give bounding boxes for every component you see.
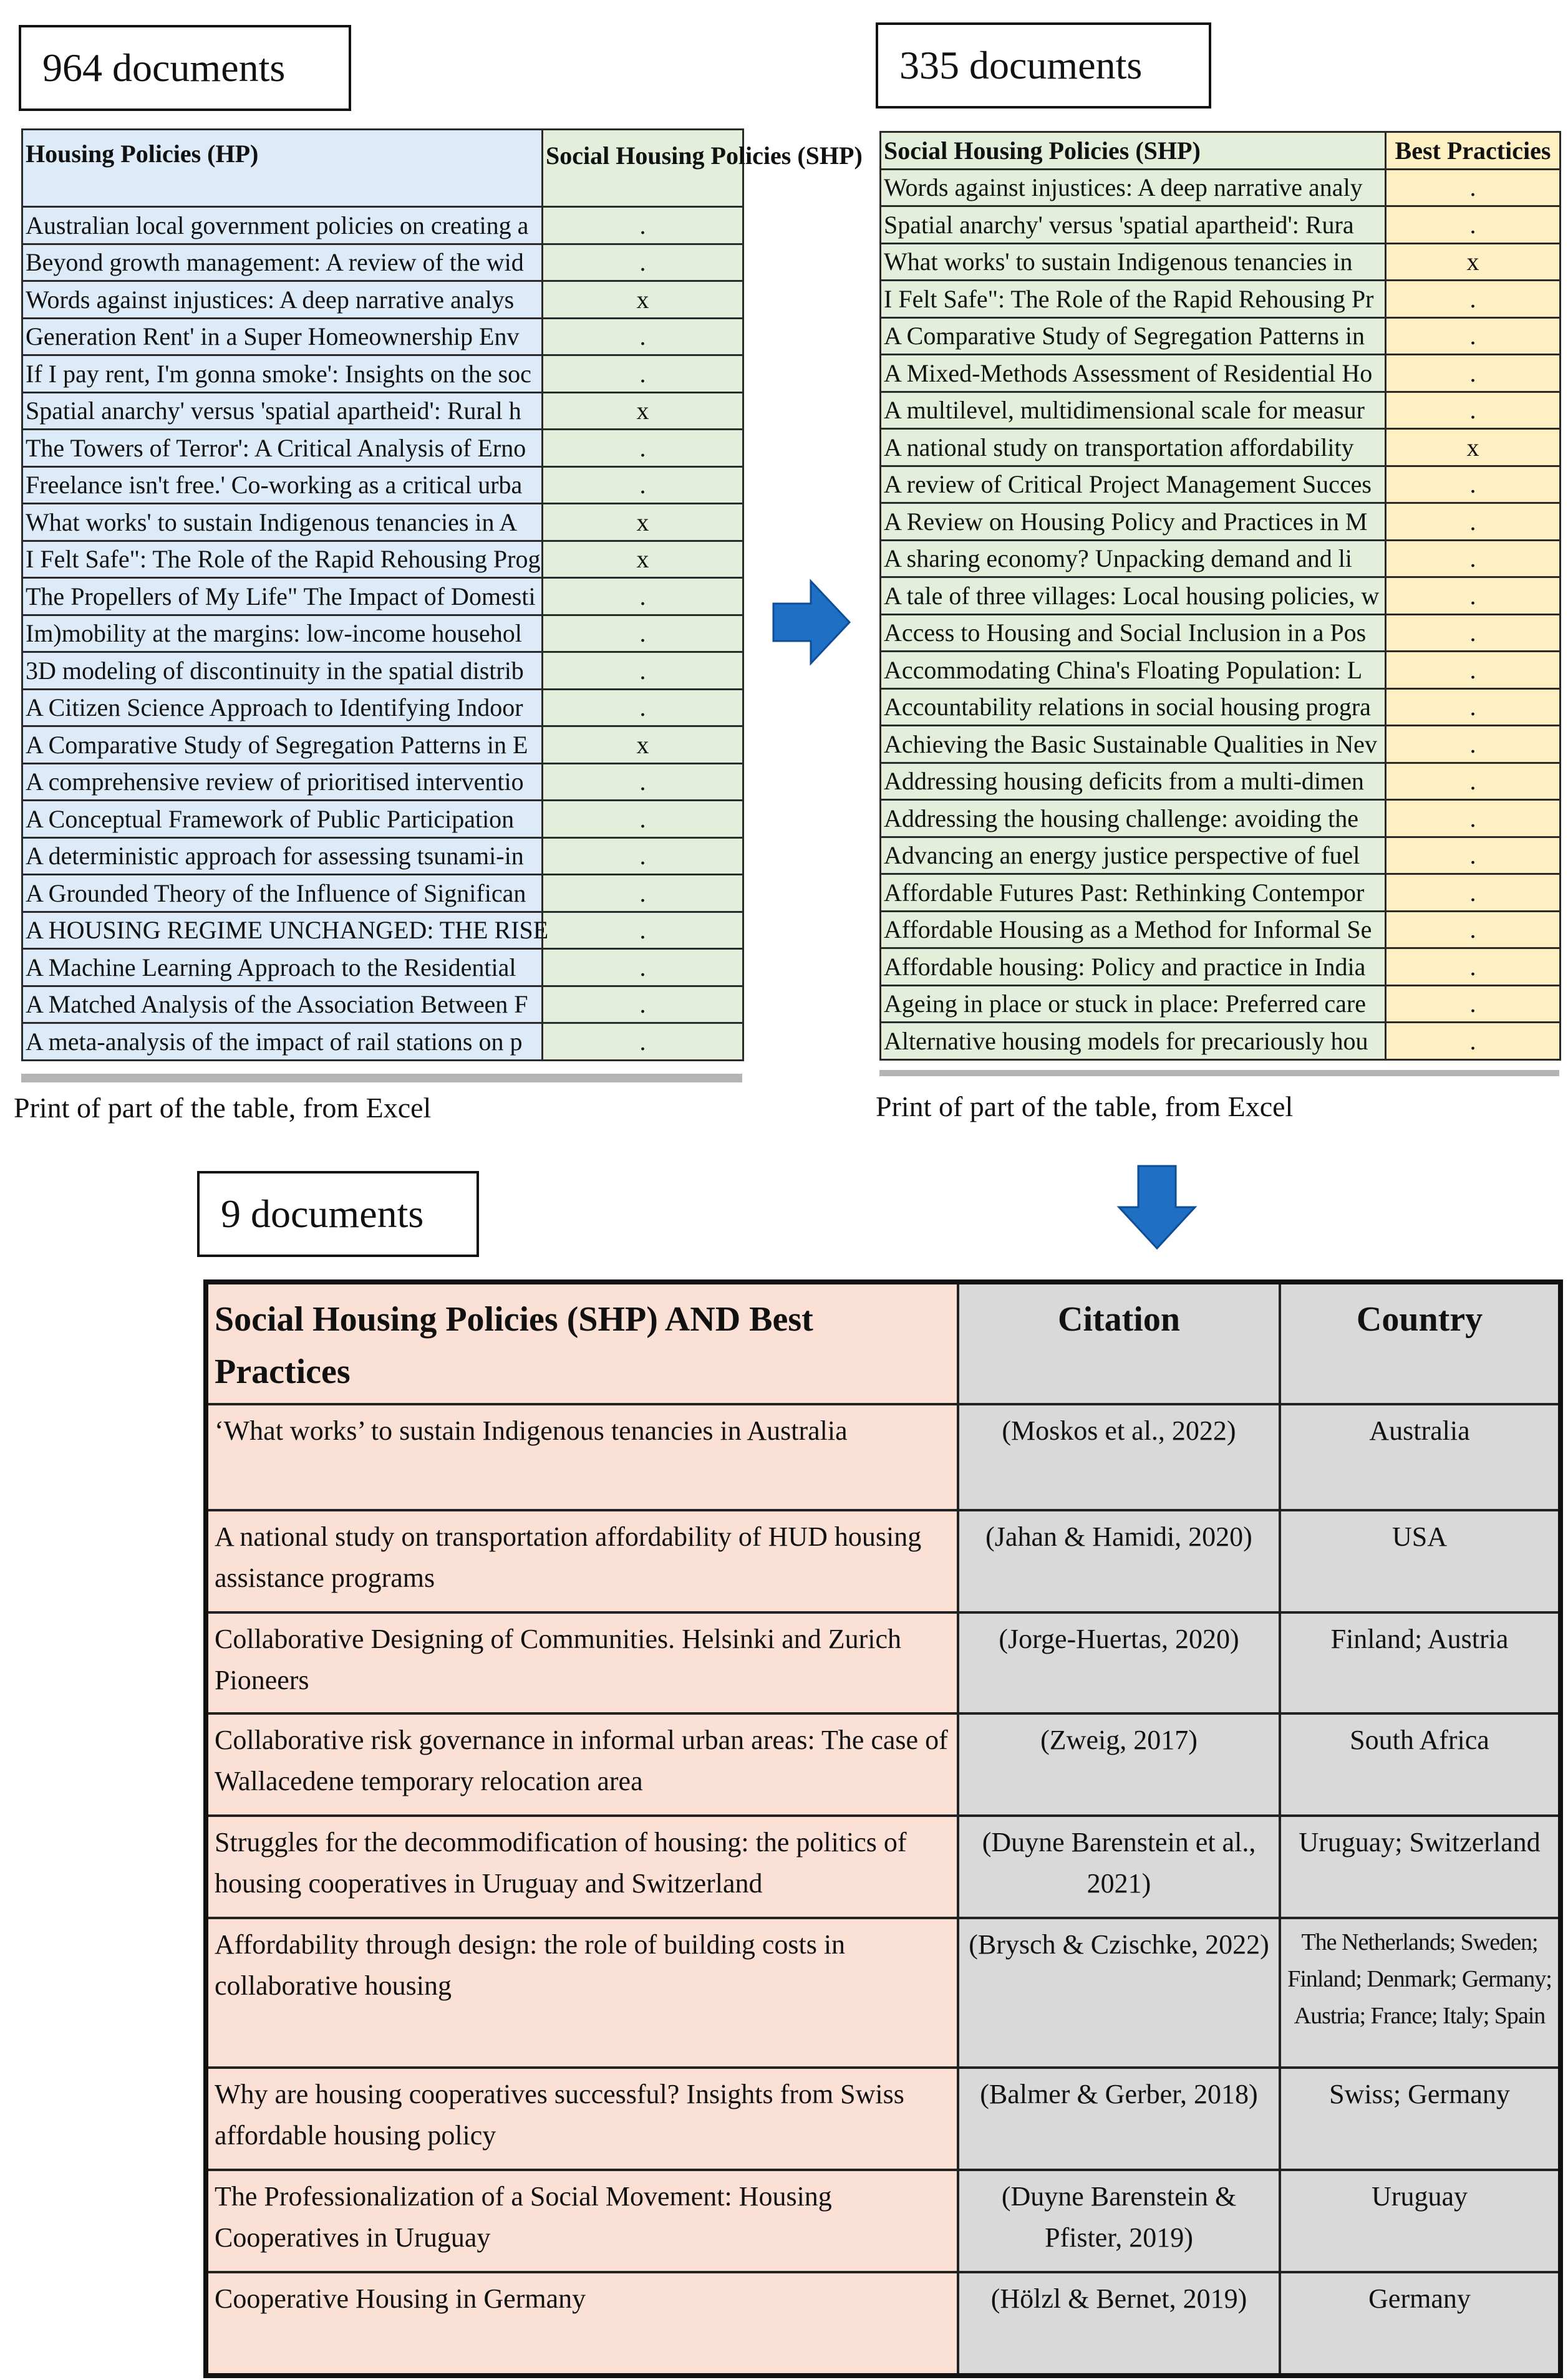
result-row-citation: (Brysch & Czischke, 2022) [958, 1918, 1280, 2068]
stage2-row-title: Addressing housing deficits from a multi-dimen [881, 763, 1386, 800]
stage1-row [22, 207, 743, 244]
result-row-title: Affordability through design: the role of building costs in collaborative housing [206, 1918, 958, 2068]
result-row-title: A national study on transportation affordability of HUD housing assistance programs [206, 1510, 958, 1612]
result-row-citation: (Duyne Barenstein et al., 2021) [958, 1816, 1280, 1918]
stage2-row [881, 652, 1561, 689]
stage1-row-title: Freelance isn't free.' Co-working as a critical urba [22, 466, 543, 504]
stage2-row [881, 206, 1561, 244]
stage1-row-mark: . [543, 244, 743, 281]
stage1-row-title: Australian local government policies on creating a [22, 207, 543, 244]
stage1-row-title: A Citizen Science Approach to Identifying Indoor [22, 689, 543, 726]
result-row-citation: (Jahan & Hamidi, 2020) [958, 1510, 1280, 1612]
stage1-row-title: If I pay rent, I'm gonna smoke': Insights on the soc [22, 355, 543, 393]
stage1-row [22, 318, 743, 355]
stage1-row-mark: . [543, 689, 743, 726]
stage1-row-mark: . [543, 355, 743, 393]
stage1-row [22, 466, 743, 504]
stage1-row-mark: . [543, 578, 743, 615]
stage2-row-mark: . [1386, 355, 1561, 392]
stage2-row-title: I Felt Safe": The Role of the Rapid Rehousing Pr [881, 281, 1386, 318]
stage1-row-mark: . [543, 652, 743, 690]
stage2-row [881, 355, 1561, 392]
stage2-row-mark: . [1386, 169, 1561, 206]
result-header-row [206, 1282, 1561, 1404]
result-row-title: The Professionalization of a Social Movement: Housing Cooperatives in Uruguay [206, 2170, 958, 2272]
stage1-row [22, 430, 743, 467]
stage2-row-mark: . [1386, 911, 1561, 948]
stage2-row-title: Addressing the housing challenge: avoiding the [881, 800, 1386, 837]
result-row [206, 1612, 1561, 1713]
stage1-row [22, 615, 743, 652]
stage1-row [22, 652, 743, 690]
stage2-row [881, 429, 1561, 466]
stage1-table-bottom-bar [21, 1074, 742, 1082]
stage1-table-body [22, 207, 743, 1061]
stage2-row [881, 1023, 1561, 1060]
arrow-down-icon [1116, 1164, 1198, 1251]
result-table [203, 1279, 1563, 2378]
stage2-table-body [881, 169, 1561, 1059]
stage1-row [22, 578, 743, 615]
stage2-row-title: A review of Critical Project Management Succes [881, 466, 1386, 503]
stage2-row-mark: . [1386, 540, 1561, 577]
result-row-country: Finland; Austria [1280, 1612, 1561, 1713]
stage1-row-mark: . [543, 615, 743, 652]
stage2-row-mark: . [1386, 652, 1561, 689]
stage1-row-mark: x [543, 392, 743, 430]
stage1-row-mark: . [543, 912, 743, 949]
stage1-row-mark: . [543, 430, 743, 467]
stage1-row-title: A Matched Analysis of the Association Between F [22, 986, 543, 1023]
result-row [206, 1713, 1561, 1816]
stage2-row [881, 392, 1561, 429]
stage2-row [881, 243, 1561, 281]
stage1-row [22, 726, 743, 764]
result-row-citation: (Hölzl & Bernet, 2019) [958, 2272, 1280, 2376]
stage1-row [22, 875, 743, 912]
stage1-row [22, 689, 743, 726]
stage2-row-mark: . [1386, 577, 1561, 615]
stage2-row [881, 466, 1561, 503]
stage1-count-label: 964 documents [19, 25, 351, 111]
stage1-row-mark: . [543, 837, 743, 875]
stage2-row-mark: . [1386, 726, 1561, 763]
stage2-header-title: Social Housing Policies (SHP) [881, 132, 1386, 170]
stage1-row [22, 763, 743, 801]
stage2-row-title: Affordable Futures Past: Rethinking Contempor [881, 874, 1386, 912]
result-header-citation: Citation [958, 1282, 1280, 1404]
stage1-row-title: What works' to sustain Indigenous tenancies in A [22, 504, 543, 541]
result-row [206, 1816, 1561, 1918]
stage2-row [881, 169, 1561, 206]
stage1-row-mark: . [543, 207, 743, 244]
stage1-row [22, 986, 743, 1023]
stage1-row-mark: . [543, 318, 743, 355]
stage2-row-title: Accommodating China's Floating Population: L [881, 652, 1386, 689]
stage2-header-row [881, 132, 1561, 170]
result-row [206, 2068, 1561, 2170]
stage1-row-mark: . [543, 466, 743, 504]
stage1-row-title: A Conceptual Framework of Public Participation [22, 801, 543, 838]
stage1-row [22, 392, 743, 430]
result-table-body [206, 1404, 1561, 2376]
stage2-row-mark: . [1386, 763, 1561, 800]
stage1-table [21, 128, 863, 1061]
stage1-row [22, 281, 743, 319]
result-row-title: Collaborative risk governance in informal urban areas: The case of Wallacedene temporary relocation area [206, 1713, 958, 1816]
stage1-row-title: A Machine Learning Approach to the Residential [22, 949, 543, 986]
stage1-header-title: Housing Policies (HP) [22, 130, 543, 207]
arrow-right-icon [771, 579, 852, 666]
stage1-row-mark: x [543, 541, 743, 578]
stage2-row [881, 726, 1561, 763]
stage2-row-title: Advancing an energy justice perspective of fuel [881, 837, 1386, 874]
stage1-row-title: I Felt Safe": The Role of the Rapid Rehousing Prog [22, 541, 543, 578]
stage3-count-label: 9 documents [197, 1171, 479, 1257]
stage2-row-mark: . [1386, 837, 1561, 874]
stage1-row-mark: . [543, 875, 743, 912]
stage2-count-label: 335 documents [876, 22, 1211, 108]
stage2-row [881, 317, 1561, 355]
result-row [206, 1510, 1561, 1612]
stage2-row [881, 800, 1561, 837]
stage2-row-mark: . [1386, 688, 1561, 726]
result-row-country: South Africa [1280, 1713, 1561, 1816]
stage1-row-title: The Towers of Terror': A Critical Analysis of Erno [22, 430, 543, 467]
stage1-header-row [22, 130, 743, 207]
result-row-title: Struggles for the decommodification of housing: the politics of housing cooperatives in Uruguay and Switzerland [206, 1816, 958, 1918]
stage1-row [22, 1023, 743, 1061]
stage2-row-title: A Review on Housing Policy and Practices in M [881, 503, 1386, 541]
result-header-title: Social Housing Policies (SHP) AND Best Practices [206, 1282, 958, 1404]
stage1-caption: Print of part of the table, from Excel [14, 1092, 432, 1124]
stage2-row-title: A tale of three villages: Local housing policies, w [881, 577, 1386, 615]
stage1-row-title: Words against injustices: A deep narrative analys [22, 281, 543, 319]
stage2-row [881, 281, 1561, 318]
stage1-row-title: Beyond growth management: A review of the wid [22, 244, 543, 281]
result-row [206, 2272, 1561, 2376]
stage1-row [22, 912, 743, 949]
stage1-row-title: A meta-analysis of the impact of rail stations on p [22, 1023, 543, 1061]
result-row [206, 1404, 1561, 1510]
stage2-row [881, 577, 1561, 615]
stage1-row-mark: x [543, 504, 743, 541]
stage1-row-mark: x [543, 726, 743, 764]
stage2-row-title: A sharing economy? Unpacking demand and li [881, 540, 1386, 577]
stage1-row-title: A Comparative Study of Segregation Patterns in E [22, 726, 543, 764]
stage2-row-title: Words against injustices: A deep narrative analy [881, 169, 1386, 206]
result-row-country: Germany [1280, 2272, 1561, 2376]
result-row-title: ‘What works’ to sustain Indigenous tenancies in Australia [206, 1404, 958, 1510]
stage2-row [881, 503, 1561, 541]
stage2-row-mark: . [1386, 985, 1561, 1023]
stage1-row [22, 355, 743, 393]
stage1-row-title: Spatial anarchy' versus 'spatial apartheid': Rural h [22, 392, 543, 430]
result-row-country: Uruguay [1280, 2170, 1561, 2272]
stage2-row-title: Affordable housing: Policy and practice in India [881, 948, 1386, 986]
result-row-country: Swiss; Germany [1280, 2068, 1561, 2170]
stage2-row-mark: . [1386, 317, 1561, 355]
stage1-header-mark: Social Housing Policies (SHP) [543, 130, 743, 207]
result-row-country: Australia [1280, 1404, 1561, 1510]
stage1-row-title: 3D modeling of discontinuity in the spatial distrib [22, 652, 543, 690]
stage2-row-title: A Comparative Study of Segregation Patterns in [881, 317, 1386, 355]
stage1-row-mark: . [543, 1023, 743, 1061]
stage2-table [879, 131, 1561, 1061]
stage1-row-mark: . [543, 801, 743, 838]
stage1-row-mark: . [543, 763, 743, 801]
stage2-row-mark: . [1386, 206, 1561, 244]
result-row-citation: (Jorge-Huertas, 2020) [958, 1612, 1280, 1713]
stage2-row-title: A multilevel, multidimensional scale for measur [881, 392, 1386, 429]
stage2-row-mark: x [1386, 243, 1561, 281]
stage2-header-mark: Best Practicies [1386, 132, 1561, 170]
stage2-row [881, 948, 1561, 986]
stage2-row-mark: . [1386, 948, 1561, 986]
stage2-row-title: Achieving the Basic Sustainable Qualities in Nev [881, 726, 1386, 763]
stage2-row-title: A national study on transportation affordability [881, 429, 1386, 466]
stage2-row [881, 614, 1561, 652]
stage2-row-mark: . [1386, 392, 1561, 429]
result-row-citation: (Moskos et al., 2022) [958, 1404, 1280, 1510]
stage2-row [881, 837, 1561, 874]
stage2-row-title: What works' to sustain Indigenous tenancies in [881, 243, 1386, 281]
stage2-row-title: Affordable Housing as a Method for Informal Se [881, 911, 1386, 948]
stage2-row-mark: . [1386, 1023, 1561, 1060]
stage1-row [22, 949, 743, 986]
result-row-country: The Netherlands; Sweden; Finland; Denmark; Germany; Austria; France; Italy; Spain [1280, 1918, 1561, 2068]
stage2-row [881, 540, 1561, 577]
stage2-row [881, 911, 1561, 948]
result-row-title: Why are housing cooperatives successful? Insights from Swiss affordable housing policy [206, 2068, 958, 2170]
stage2-row [881, 688, 1561, 726]
stage2-row-mark: . [1386, 466, 1561, 503]
stage1-row-title: A deterministic approach for assessing tsunami-in [22, 837, 543, 875]
stage1-row [22, 801, 743, 838]
result-row-citation: (Balmer & Gerber, 2018) [958, 2068, 1280, 2170]
result-row-title: Collaborative Designing of Communities. Helsinki and Zurich Pioneers [206, 1612, 958, 1713]
stage2-row-mark: . [1386, 874, 1561, 912]
result-row-citation: (Duyne Barenstein & Pfister, 2019) [958, 2170, 1280, 2272]
stage2-caption: Print of part of the table, from Excel [876, 1091, 1294, 1122]
result-row-title: Cooperative Housing in Germany [206, 2272, 958, 2376]
stage2-row-title: A Mixed-Methods Assessment of Residential Ho [881, 355, 1386, 392]
stage2-row-title: Access to Housing and Social Inclusion in a Pos [881, 614, 1386, 652]
stage2-row-mark: . [1386, 614, 1561, 652]
stage2-row-mark: . [1386, 800, 1561, 837]
stage2-row-mark: x [1386, 429, 1561, 466]
result-row [206, 2170, 1561, 2272]
stage2-row-title: Alternative housing models for precariously hou [881, 1023, 1386, 1060]
stage2-row [881, 763, 1561, 800]
stage1-row-title: A HOUSING REGIME UNCHANGED: THE RISE [22, 912, 543, 949]
stage2-row-title: Spatial anarchy' versus 'spatial apartheid': Rura [881, 206, 1386, 244]
stage1-row-title: Im)mobility at the margins: low-income househol [22, 615, 543, 652]
stage1-row [22, 244, 743, 281]
result-row [206, 1918, 1561, 2068]
stage1-row [22, 837, 743, 875]
stage2-row-title: Accountability relations in social housing progra [881, 688, 1386, 726]
result-header-country: Country [1280, 1282, 1561, 1404]
stage2-row-title: Ageing in place or stuck in place: Preferred care [881, 985, 1386, 1023]
result-row-country: Uruguay; Switzerland [1280, 1816, 1561, 1918]
stage1-row [22, 541, 743, 578]
stage1-row-title: Generation Rent' in a Super Homeownership Env [22, 318, 543, 355]
stage2-row-mark: . [1386, 281, 1561, 318]
stage1-row-title: A comprehensive review of prioritised interventio [22, 763, 543, 801]
stage2-table-bottom-bar [879, 1070, 1559, 1076]
stage2-row [881, 874, 1561, 912]
result-row-citation: (Zweig, 2017) [958, 1713, 1280, 1816]
stage1-row [22, 504, 743, 541]
stage1-row-title: A Grounded Theory of the Influence of Significan [22, 875, 543, 912]
stage2-row-mark: . [1386, 503, 1561, 541]
stage1-row-mark: . [543, 949, 743, 986]
result-row-country: USA [1280, 1510, 1561, 1612]
stage2-row [881, 985, 1561, 1023]
stage1-row-mark: . [543, 986, 743, 1023]
stage1-row-title: The Propellers of My Life" The Impact of Domesti [22, 578, 543, 615]
stage1-row-mark: x [543, 281, 743, 319]
